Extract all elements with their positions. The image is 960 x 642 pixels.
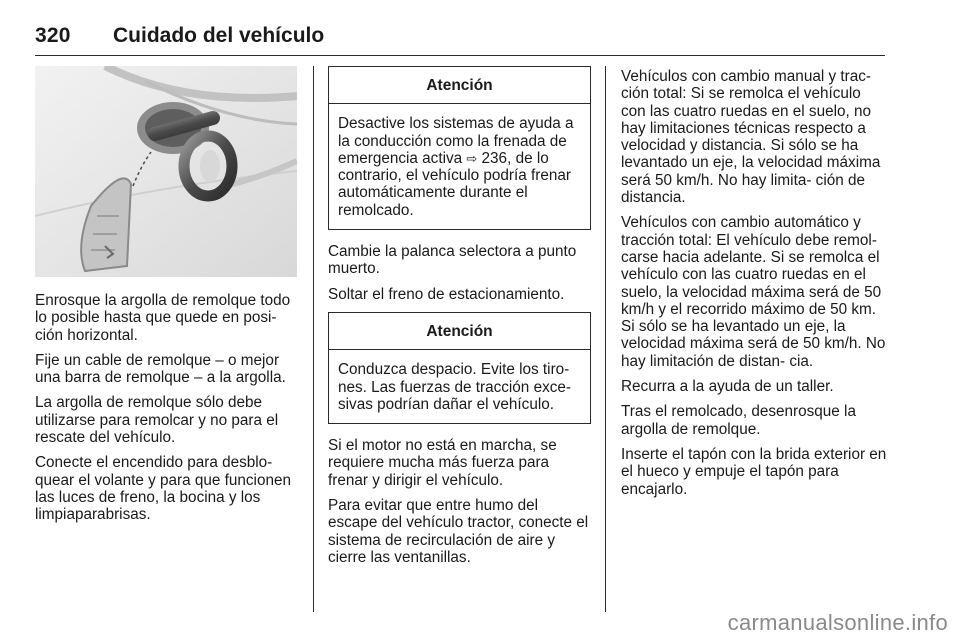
tow-eye-drawing (35, 66, 297, 277)
column-2 (328, 66, 591, 574)
paragraph: Enrosque la argolla de remolque todo lo posible hasta que quede en posi‐ ción horizontal. (35, 292, 291, 344)
page-title: Cuidado del vehículo (113, 24, 325, 47)
notice-text: Desactive los sistemas de ayuda a la conducción como la frenada de emergencia activa (338, 115, 574, 167)
paragraph: Tras el remolcado, desenrosque la argolla de remolque. (621, 403, 856, 438)
notice-body: Conduzca despacio. Evite los tiro‐ nes. Las fuerzas de tracción exce‐ sivas podrían dañar el vehículo. (338, 361, 571, 413)
paragraph: Soltar el freno de estacionamiento. (328, 285, 565, 303)
notice-body (329, 104, 590, 229)
watermark: carmanualsonline.info (727, 610, 948, 635)
paragraph: Vehículos con cambio manual y trac‐ ción total: Si se remolca el vehículo con las cuatro ruedas en el suelo, no hay limitaciones técnicas respecto a velocidad y distancia. Si sólo se ha levantado un eje, la velocidad máxima será 50 km/h. No hay limita‐ ción de distancia. (621, 68, 881, 207)
column-1-text (35, 292, 301, 532)
page-reference-arrow-icon: ⇨ (466, 150, 478, 166)
column-divider-2 (605, 66, 606, 612)
notice-title: Atención (329, 67, 590, 104)
paragraph: Conecte el encendido para desblo‐ quear el volante y para que funcionen las luces de freno, la bocina y los limpiaparabrisas. (35, 454, 291, 524)
notice-text: 236, de lo contrario, el vehículo podría frenar automáticamente durante el remolcado. (338, 149, 571, 219)
paragraph: Para evitar que entre humo del escape del vehículo tractor, conecte el sistema de recirculación de aire y cierre las ventanillas. (328, 497, 589, 566)
paragraph: Recurra a la ayuda de un taller. (621, 378, 834, 396)
column-divider-1 (313, 66, 314, 612)
paragraph: Vehículos con cambio automático y tracción total: El vehículo debe remol‐ carse hacia adelante. Si se remolca el vehículo con las cuatro ruedas en el suelo, la velocidad máxima será de 50 km/h y el recorrido máximo de 50 km. Si sólo se ha levantado un eje, la velocidad máxima será de 50 km/h. No hay limitación de distan‐ cia. (621, 214, 886, 370)
page-header (35, 22, 885, 56)
paragraph: La argolla de remolque sólo debe utilizarse para remolcar y no para el rescate del vehículo. (35, 394, 279, 447)
page-number: 320 (35, 24, 71, 47)
paragraph: Inserte el tapón con la brida exterior en el hueco y empuje el tapón para encajarlo. (621, 445, 887, 498)
warning-notice-2 (328, 312, 591, 424)
notice-title: Atención (329, 313, 590, 350)
paragraph: Si el motor no está en marcha, se requiere mucha más fuerza para frenar y dirigir el vehículo. (328, 437, 557, 489)
column-3 (621, 68, 888, 506)
paragraph: Fije un cable de remolque – o mejor una barra de remolque – a la argolla. (35, 351, 286, 387)
paragraph: Cambie la palanca selectora a punto muerto. (328, 243, 577, 278)
warning-notice-1 (328, 66, 591, 230)
tow-eye-illustration (35, 66, 297, 277)
